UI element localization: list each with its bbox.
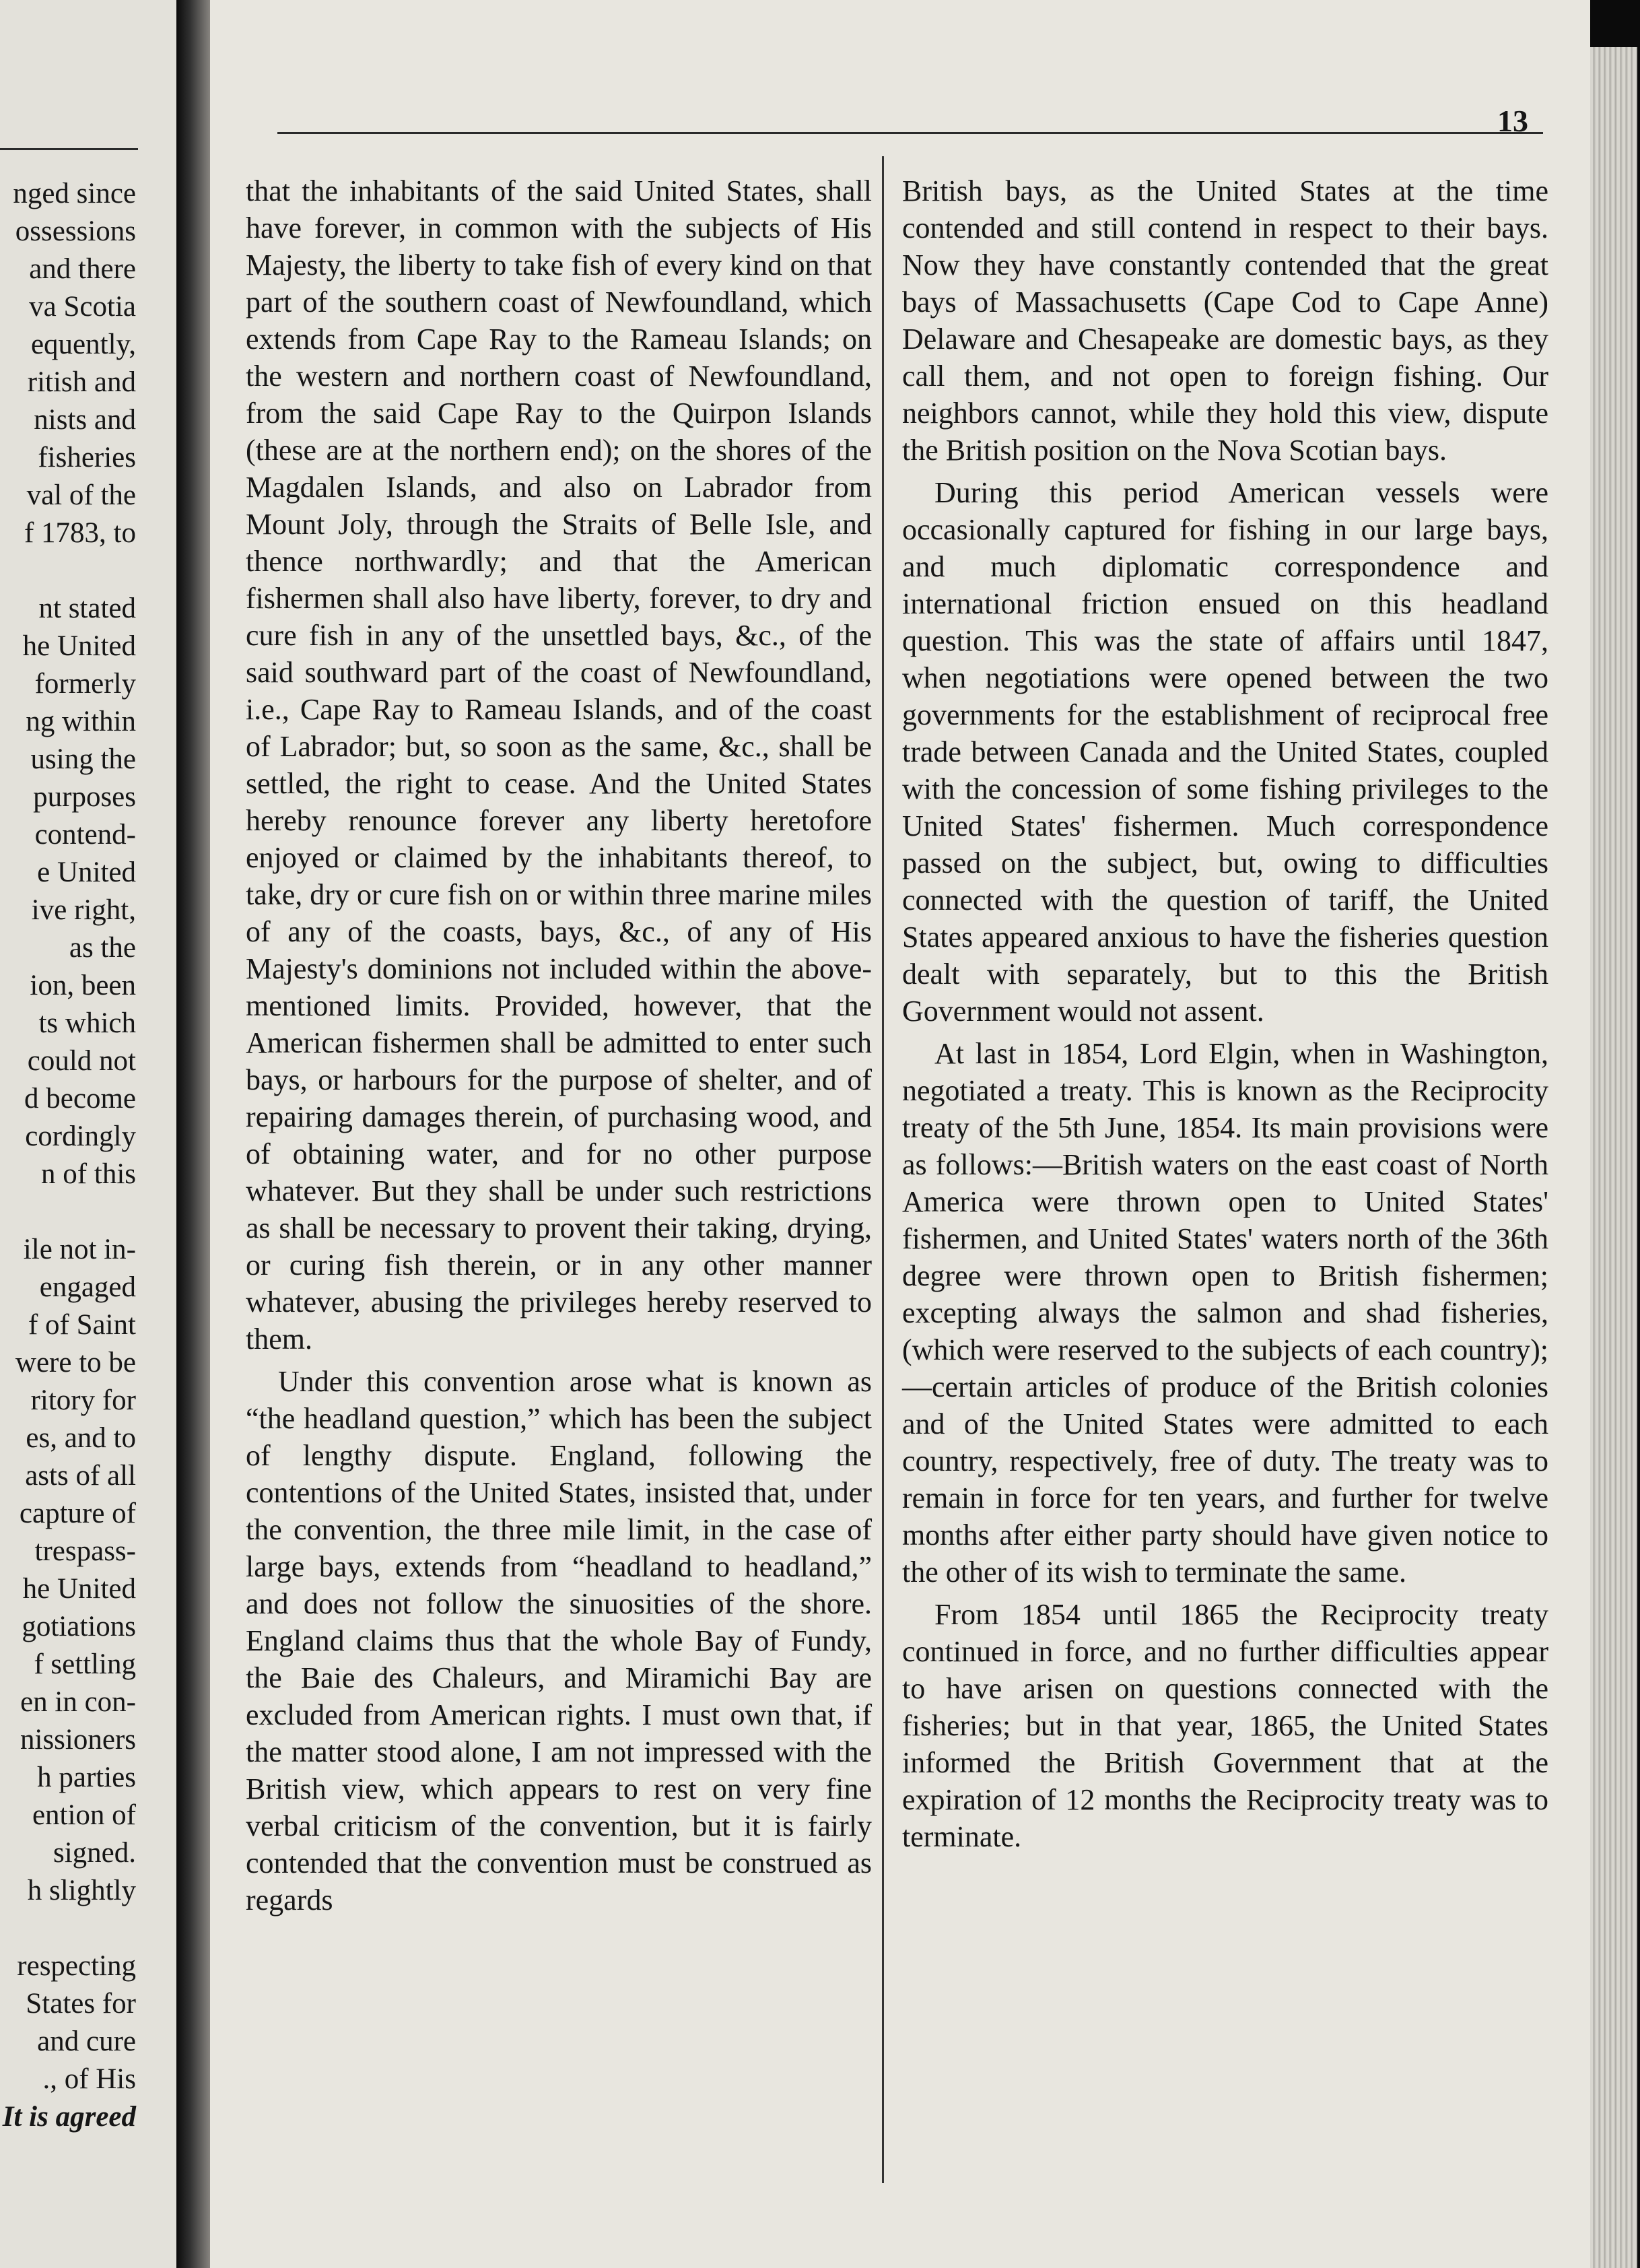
left-page-fragment-line: using the	[30, 743, 136, 775]
left-page-fragment-line	[0, 1910, 136, 1947]
left-page-fragment-line: ritory for	[30, 1385, 136, 1416]
left-page-fragment-line: f settling	[34, 1648, 136, 1680]
paragraph: From 1854 until 1865 the Reciprocity treaty continued in force, and no further difficulties appear to have arisen on questions connected with the fisheries; but in that year, 1865, the United States informed the British Government that at the expiration of 12 months the Reciprocity treaty was to terminate.	[902, 1598, 1548, 1853]
paragraph: that the inhabitants of the said United States, shall have forever, in common with the subjects of His Majesty, the liberty to take fish of every kind on that part of the southern coast of Newfoundland, which extends from Cape Ray to the Rameau Islands; on the western and northern coast of Newfoundland, from the said Cape Ray to the Quirpon Islands (these are at the northern end); on the shores of the Magdalen Islands, and also on Labrador from Mount Joly, through the Straits of Belle Isle, and thence northwardly; and that the American fishermen shall also have liberty, forever, to dry and cure fish in any of the unsettled bays, &c., of the said southward part of the coast of Newfoundland, i.e., Cape Ray to Rameau Islands, and of the coast of Labrador; but, so soon as the same, &c., shall be settled, the right to cease. And the United States hereby renounce forever any liberty heretofore enjoyed or claimed by the inhabitants thereof, to take, dry or cure fish on or within three marine miles of any of the coasts, bays, &c., of any of His Majesty's dominions not included within the above-mentioned limits. Provided, however, that the American fishermen shall be admitted to enter such bays, or harbours for the purpose of shelter, and of repairing damages therein, of purchasing wood, and of obtaining water, and for no other purpose whatever. But they shall be under such restrictions as shall be necessary to provent their taking, drying, or curing fish therein, or in any other manner whatever, abusing the privileges hereby reserved to them.	[246, 174, 872, 1356]
left-page-fragment-line	[0, 1193, 136, 1231]
page-number: 13	[1497, 104, 1528, 138]
left-page-fragment-line: he United	[22, 1573, 136, 1605]
left-page-fragment-line: contend-	[34, 819, 136, 850]
column-divider	[882, 156, 884, 2183]
left-page-fragment-line: respecting	[17, 1950, 136, 1982]
left-page-fragment-line: signed.	[53, 1837, 136, 1869]
left-page	[0, 0, 182, 2268]
left-page-fragment-line: It is agreed	[2, 2101, 136, 2133]
left-page-fragment-line: ention of	[32, 1799, 136, 1831]
left-page-fragment-line: nissioners	[20, 1724, 136, 1756]
left-page-fragment-line: States for	[26, 1988, 136, 2020]
left-page-fragment-line: ritish and	[27, 366, 136, 398]
paragraph: During this period American vessels were occasionally captured for fishing in our large bays, and much diplomatic correspondence and international friction ensued on this headland question. This was the state of affairs until 1847, when negotiations were opened between the two governments for the establishment of reciprocal free trade between Canada and the United States, coupled with the concession of some fishing privileges to the United States' fishermen. Much correspondence passed on the subject, but, owing to difficulties connected with the question of tariff, the United States appeared anxious to have the fisheries question dealt with separately, but to this the British Government would not assent.	[902, 476, 1548, 1028]
left-page-fragment-line: fisheries	[38, 442, 136, 473]
left-page-fragment-line: es, and to	[26, 1422, 136, 1454]
paragraph: British bays, as the United States at the time contended and still contend in respect to their bays. Now they have constantly contended that the great bays of Massachusetts (Cape Cod to Cape Anne) Delaware and Chesapeake are domestic bays, as they call them, and not open to foreign fishing. Our neighbors cannot, while they hold this view, dispute the British position on the Nova Scotian bays.	[902, 174, 1548, 467]
left-page-fragment-line: nged since	[13, 178, 136, 209]
paragraph: At last in 1854, Lord Elgin, when in Washington, negotiated a treaty. This is known as the Reciprocity treaty of the 5th June, 1854. Its main provisions were as follows:—British waters on the east coast of North America were thrown open to United States' fishermen, and United States' waters north of the 36th degree were thrown open to British fishermen; excepting always the salmon and shad fisheries, (which were reserved to the subjects of each country);—certain articles of produce of the British colonies and of the United States were admitted to each country, respectively, free of duty. The treaty was to remain in force for ten years, and further for twelve months after either party should have given notice to the other of its wish to terminate the same.	[902, 1037, 1548, 1589]
left-page-fragment-line: va Scotia	[29, 291, 136, 323]
left-page-fragment-line: nists and	[34, 404, 136, 436]
text-column-left	[246, 172, 872, 1924]
left-page-fragment-line: h parties	[37, 1762, 136, 1793]
left-page-fragment-line: and cure	[37, 2026, 136, 2057]
left-page-fragment-line: formerly	[34, 668, 136, 700]
left-page-fragment-line: gotiations	[22, 1611, 136, 1642]
text-column-right	[902, 172, 1548, 1861]
left-page-fragment-line: en in con-	[20, 1686, 136, 1718]
left-page-fragment-line: nt stated	[38, 593, 136, 624]
left-page-fragment-line: f 1783, to	[24, 517, 136, 549]
left-header-rule	[0, 148, 138, 150]
left-page-fragment-line: ., of His	[42, 2063, 136, 2095]
left-page-fragment-line: cordingly	[25, 1121, 136, 1152]
left-page-fragment-line: purposes	[33, 781, 136, 813]
header-rule	[277, 132, 1543, 134]
left-page-fragment-line	[0, 552, 136, 590]
left-page-fragment-line: could not	[27, 1045, 136, 1077]
left-page-fragment-line: as the	[69, 932, 136, 964]
left-page-fragment-line: ng within	[26, 706, 136, 737]
book-gutter	[176, 0, 211, 2268]
left-page-fragment-line: n of this	[41, 1158, 136, 1190]
left-page-fragment-line: ile not in-	[23, 1234, 136, 1265]
left-page-fragment-line: were to be	[15, 1347, 136, 1378]
left-page-fragment-line: equently,	[30, 329, 136, 360]
left-page-fragment-line: he United	[22, 630, 136, 662]
left-page-fragment-line: ive right,	[31, 894, 136, 926]
left-page-fragment-line: capture of	[19, 1498, 136, 1529]
left-page-fragment-column	[0, 175, 136, 2136]
left-page-fragment-line: e United	[37, 857, 136, 888]
left-page-fragment-line: engaged	[39, 1271, 136, 1303]
page-edges	[1590, 47, 1637, 2268]
left-page-fragment-line: d become	[24, 1083, 136, 1114]
left-page-fragment-line: val of the	[26, 479, 136, 511]
left-page-fragment-line: trespass-	[34, 1535, 136, 1567]
left-page-fragment-line: ts which	[38, 1007, 136, 1039]
left-page-fragment-line: ossessions	[15, 215, 136, 247]
left-page-fragment-line: ion, been	[30, 970, 136, 1001]
paragraph: Under this convention arose what is known as “the headland question,” which has been the subject of lengthy dispute. England, following the contentions of the United States, insisted that, under the convention, the three mile limit, in the case of large bays, extends from “headland to headland,” and does not follow the sinuosities of the shore. England claims thus that the whole Bay of Fundy, the Baie des Chaleurs, and Miramichi Bay are excluded from American rights. I must own that, if the matter stood alone, I am not impressed with the British view, which appears to rest on very fine verbal criticism of the convention, but it is fairly contended that the convention must be construed as regards	[246, 1365, 872, 1916]
left-page-fragment-line: h slightly	[27, 1875, 136, 1906]
left-page-fragment-line: asts of all	[25, 1460, 136, 1492]
left-page-fragment-line: and there	[29, 253, 136, 285]
left-page-fragment-line: f of Saint	[28, 1309, 136, 1341]
